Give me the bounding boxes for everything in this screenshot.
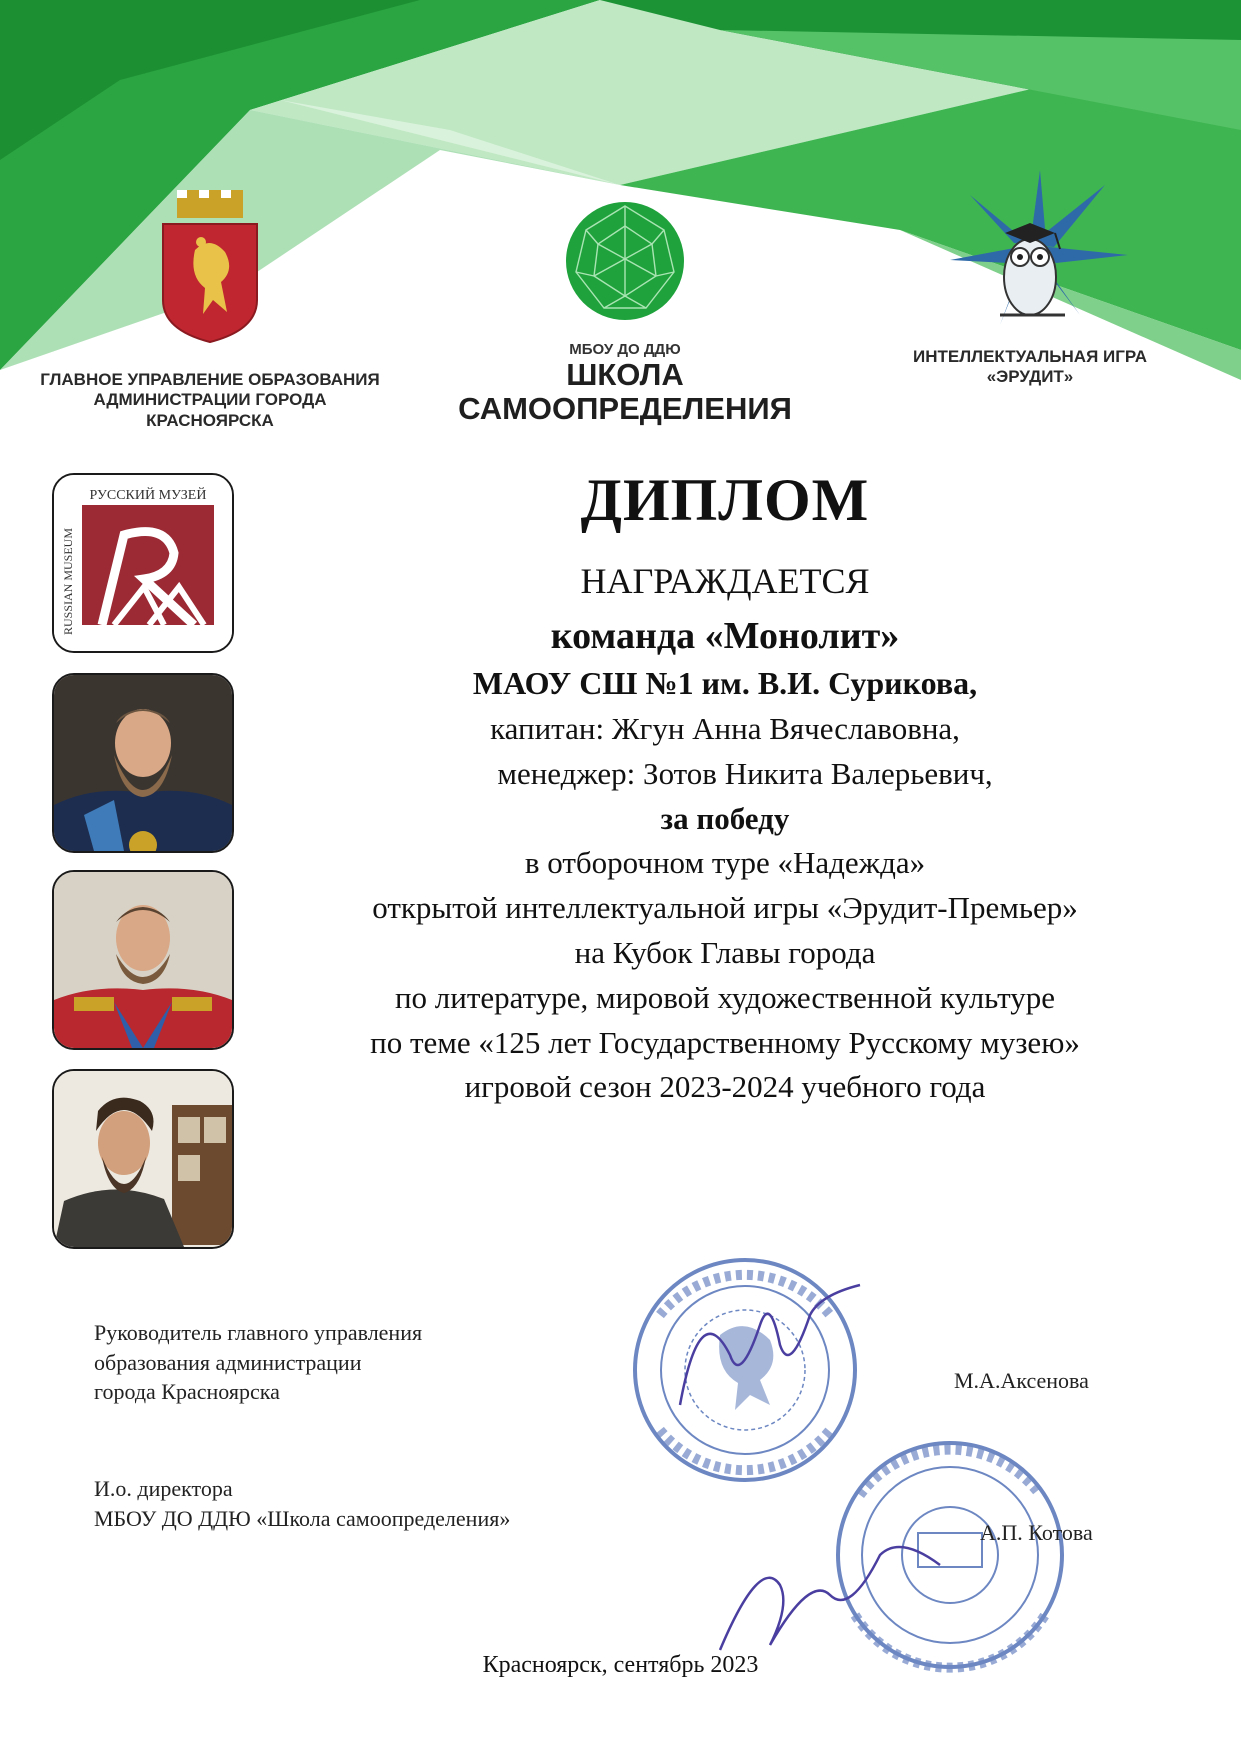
portrait-emperor-nicholas xyxy=(52,870,234,1050)
owl-caption-line: ИНТЕЛЛЕКТУАЛЬНАЯ ИГРА xyxy=(913,347,1147,366)
description-line: на Кубок Главы города xyxy=(574,934,876,970)
head-title-line: Руководитель главного управления xyxy=(94,1320,423,1345)
school-line: МАОУ СШ №1 им. В.И. Сурикова, xyxy=(472,664,978,701)
description-line: игровой сезон 2023-2024 учебного года xyxy=(464,1069,986,1105)
stamp-school xyxy=(838,1443,1062,1668)
description-line: в отборочном туре «Надежда» xyxy=(524,844,926,880)
director-title-line: И.о. директора xyxy=(94,1476,233,1501)
erudit-game-block xyxy=(880,165,1180,388)
team-name: команда «Монолит» xyxy=(550,615,900,658)
place-date-footer: Красноярск, сентябрь 2023 xyxy=(482,1652,759,1678)
director-title xyxy=(94,1474,510,1533)
description-line: открытой интеллектуальной игры «Эрудит-Премьер» xyxy=(372,889,1078,925)
coa-caption-line: ГЛАВНОЕ УПРАВЛЕНИЕ ОБРАЗОВАНИЯ xyxy=(40,370,380,389)
description-line: по теме «125 лет Государственному Русскому музею» xyxy=(370,1024,1080,1060)
green-sphere-icon xyxy=(564,200,686,322)
director-name: А.П. Котова xyxy=(980,1520,1093,1545)
manager-line: менеджер: Зотов Никита Валерьевич, xyxy=(497,756,993,792)
owl-icon xyxy=(930,165,1130,340)
school-logo-block xyxy=(440,200,810,426)
for-victory: за победу xyxy=(660,801,790,837)
school-subtitle: МБОУ ДО ДДЮ xyxy=(569,341,681,358)
head-title xyxy=(94,1318,422,1407)
school-name-line: ШКОЛА xyxy=(566,357,684,392)
diploma-body xyxy=(260,467,1190,1110)
school-name-line: САМООПРЕДЕЛЕНИЯ xyxy=(458,391,792,427)
description-line: по литературе, мировой художественной культуре xyxy=(394,979,1056,1015)
signature-director xyxy=(720,1547,940,1650)
diploma-title: ДИПЛОМ xyxy=(580,467,870,533)
coat-of-arms-icon xyxy=(155,190,265,345)
director-title-line: МБОУ ДО ДДЮ «Школа самоопределения» xyxy=(94,1505,511,1531)
owl-caption-line: «ЭРУДИТ» xyxy=(986,367,1074,387)
captain-line: капитан: Жгун Анна Вячеславовна, xyxy=(490,711,960,747)
head-title-line: образования администрации xyxy=(94,1349,362,1375)
coat-of-arms-block xyxy=(40,190,380,431)
coa-caption-line: КРАСНОЯРСКА xyxy=(146,410,274,430)
head-title-line: города Красноярска xyxy=(94,1379,280,1405)
coa-caption-line: АДМИНИСТРАЦИИ ГОРОДА xyxy=(93,390,327,410)
portrait-emperor-alexander xyxy=(52,673,234,853)
portrait-surikov xyxy=(52,1069,234,1249)
museum-en-label: RUSSIAN MUSEUM xyxy=(61,527,75,635)
awarded-label: НАГРАЖДАЕТСЯ xyxy=(580,561,870,601)
head-name: М.А.Аксенова xyxy=(954,1368,1089,1393)
russian-museum-logo xyxy=(52,473,234,653)
stamp-city-administration xyxy=(635,1260,855,1480)
museum-ru-label: РУССКИЙ МУЗЕЙ xyxy=(89,488,207,503)
stamps-and-signatures xyxy=(620,1255,1090,1675)
